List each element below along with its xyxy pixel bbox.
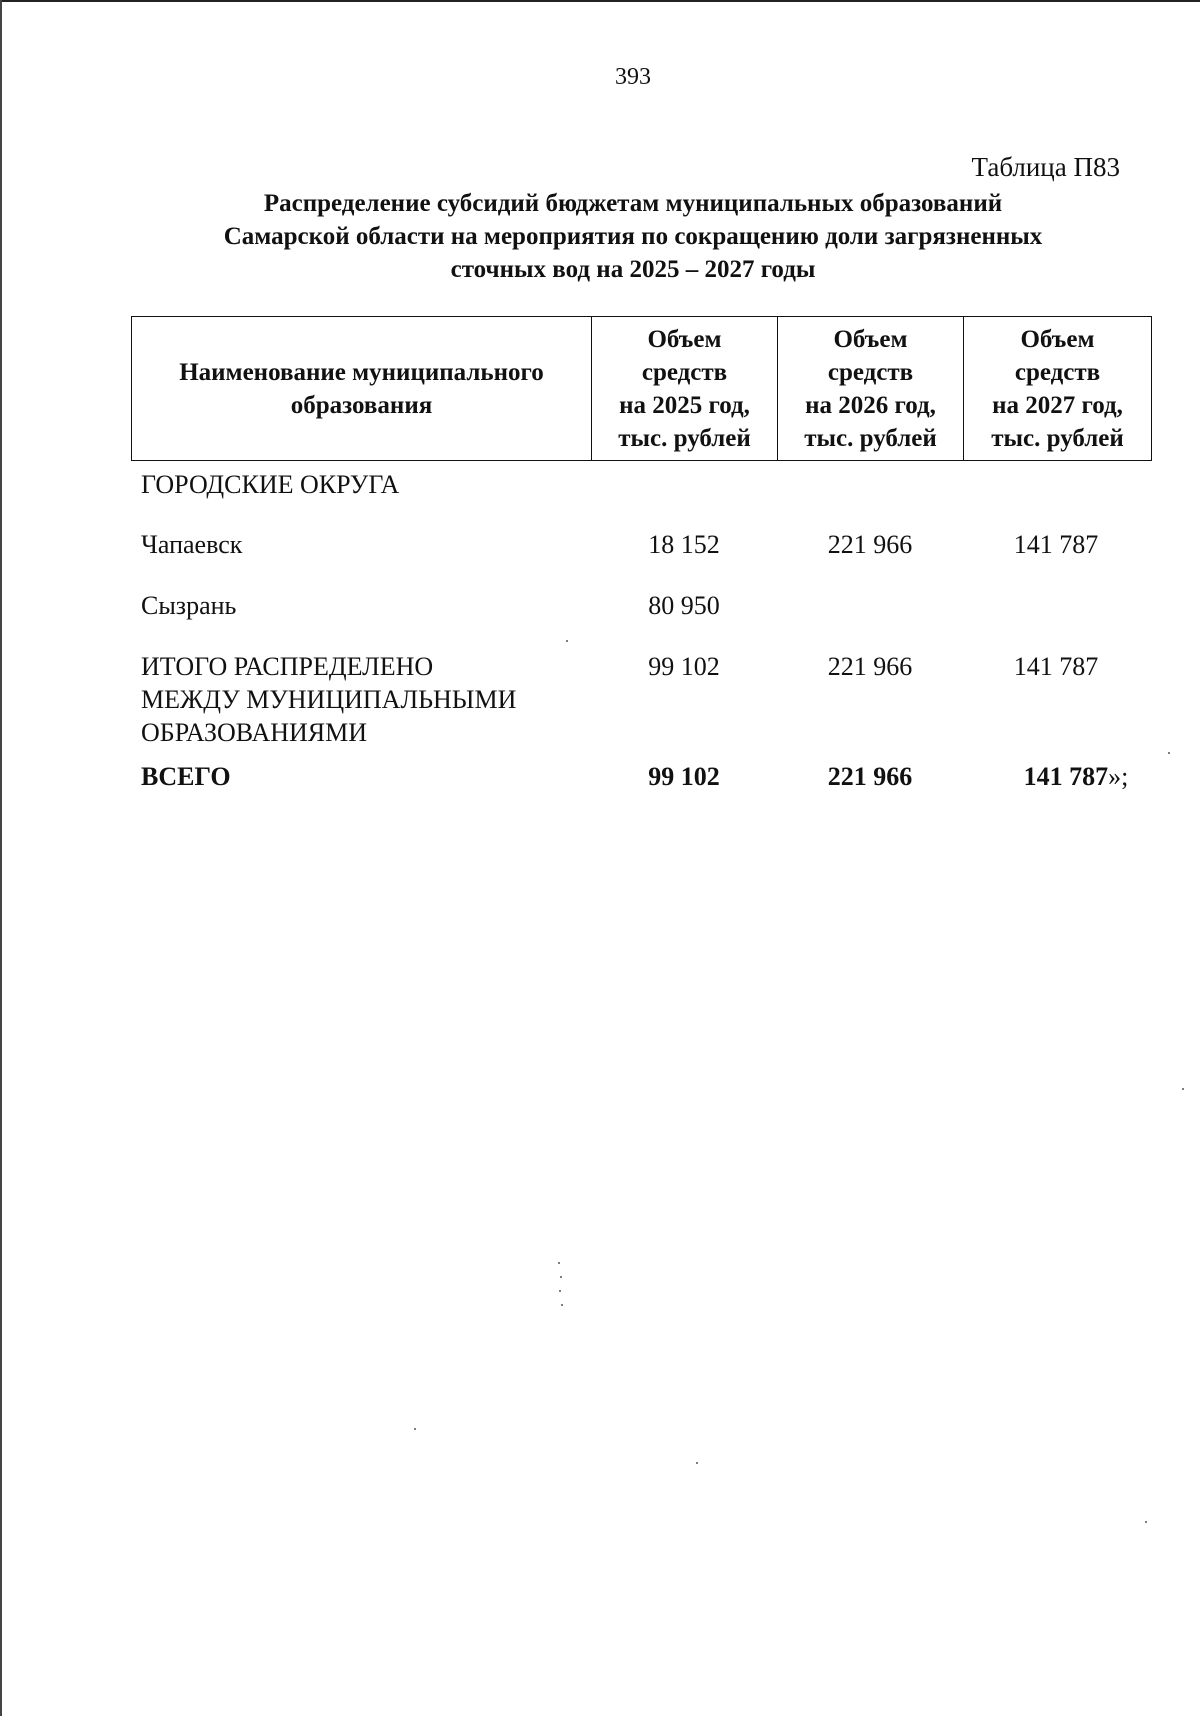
- table-label: Таблица П83: [971, 152, 1120, 182]
- document-title: [130, 187, 1136, 286]
- header-2025: Объем средств на 2025 год, тыс. рублей: [592, 317, 778, 461]
- scan-speck: [561, 1304, 563, 1306]
- value-2026: 221 966: [827, 652, 913, 681]
- title-line: сточных вод на 2025 – 2027 годы: [450, 256, 816, 283]
- value-2027: [983, 760, 1169, 793]
- municipality-name: Чапаевск: [141, 530, 243, 559]
- scan-speck: [560, 1276, 562, 1278]
- subtotal-name: ИТОГО РАСПРЕДЕЛЕНО МЕЖДУ МУНИЦИПАЛЬНЫМИ ОБРАЗОВАНИЯМИ: [141, 652, 517, 747]
- scan-speck: [1168, 752, 1170, 754]
- title-line: Самарской области на мероприятия по сокращению доли загрязненных: [223, 223, 1043, 250]
- total-2027-value: 141 787: [1023, 762, 1109, 791]
- value-2027: 141 787: [1013, 530, 1099, 559]
- header-municipality: Наименование муниципального образования: [132, 317, 592, 461]
- value-2025: 80 950: [648, 591, 720, 620]
- title-line: Распределение субсидий бюджетам муниципальных образований: [263, 190, 1003, 217]
- value-2027: 141 787: [1013, 652, 1099, 681]
- scan-edge-left: [0, 0, 2, 1716]
- page-number: 393: [615, 64, 651, 90]
- value-2026: 221 966: [827, 762, 913, 791]
- scan-speck: [559, 1290, 561, 1292]
- section-name: ГОРОДСКИЕ ОКРУГА: [141, 470, 400, 499]
- scan-speck: [414, 1428, 416, 1430]
- scan-speck: [558, 1262, 560, 1264]
- municipality-name: Сызрань: [141, 591, 237, 620]
- scan-edge-top: [0, 0, 1200, 2]
- scan-speck: [1182, 1088, 1184, 1090]
- header-2026: Объем средств на 2026 год, тыс. рублей: [778, 317, 964, 461]
- table-header: [131, 316, 1152, 461]
- value-2025: 18 152: [648, 530, 720, 559]
- header-2027: Объем средств на 2027 год, тыс. рублей: [964, 317, 1152, 461]
- scan-speck: [696, 1462, 698, 1464]
- scan-speck: [566, 640, 568, 642]
- value-2025: 99 102: [648, 762, 720, 791]
- total-name: ВСЕГО: [141, 762, 231, 791]
- closing-quote: »;: [1108, 762, 1129, 791]
- value-2025: 99 102: [648, 652, 720, 681]
- value-2026: 221 966: [827, 530, 913, 559]
- scan-speck: [1145, 1521, 1147, 1523]
